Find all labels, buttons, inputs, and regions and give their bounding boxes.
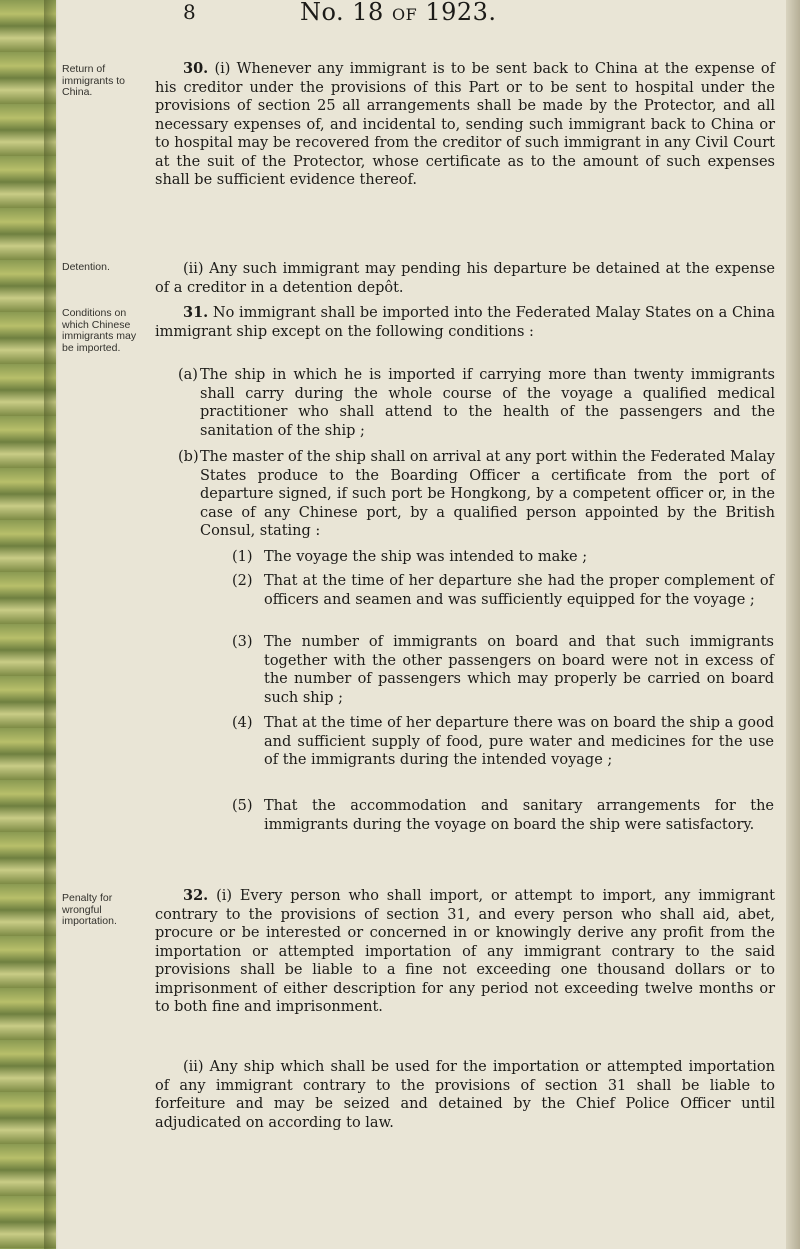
condition-4-text: That at the time of her departure there was on board the ship a good and sufficient supply of food, pure water and medicines for the use of the immigrants during the intended voyage ;	[264, 715, 774, 768]
margin-note-conditions: Conditions on which Chinese immigrants may be imported.	[62, 307, 137, 354]
condition-5-text: That the accommodation and sanitary arrangements for the immigrants during the voyage on board the ship were satisfactory.	[264, 798, 774, 833]
section-31-a-label: (a)	[178, 367, 198, 383]
section-31-a-text: The ship in which he is imported if carrying more than twenty immigrants shall carry during the whole course of the voyage a qualified medical practitioner who shall attend to the health of the passengers and the sanitation of the ship ;	[200, 367, 775, 439]
section-31-intro	[155, 304, 775, 341]
condition-4	[232, 714, 774, 770]
condition-4-label: (4)	[232, 715, 253, 731]
section-32-i-text: (i) Every person who shall import, or attempt to import, any immigrant contrary to the provisions of section 31, and every person who shall aid, abet, procure or be interested or concerned in or knowingly derive any profit from the importation or attempted importation of any immigrant contrary to the said provisions shall be liable to a fine not exceeding one thousand dollars or to imprisonment of either description for any period not exceeding twelve months or to both fine and imprisonment.	[155, 888, 776, 1015]
margin-note-penalty: Penalty for wrongful importation.	[62, 892, 117, 927]
condition-5-label: (5)	[232, 798, 253, 814]
title-year: 1923.	[417, 0, 497, 26]
condition-1-text: The voyage the ship was intended to make ;	[264, 549, 588, 565]
page-title	[300, 0, 497, 26]
margin-note-detention: Detention.	[62, 261, 110, 273]
condition-3-label: (3)	[232, 634, 253, 650]
section-31-intro-text: No immigrant shall be imported into the Federated Malay States on a China immigrant ship except on the following conditions :	[155, 305, 775, 340]
condition-1-label: (1)	[232, 549, 253, 565]
condition-2-label: (2)	[232, 573, 253, 589]
section-30-i-text: (i) Whenever any immigrant is to be sent back to China at the expense of his creditor under the provisions of this Part or to be sent to hospital under the provisions of section 25 all arrangements shall be made by the Protector, and all necessary expenses of, and incidental to, sending such immigrant back to China or to hospital may be recovered from the creditor of such immigrant in any Civil Court at the suit of the Protector, whose certificate as to the amount of such expenses shall be sufficient evidence thereof.	[155, 61, 776, 188]
condition-1	[232, 548, 774, 567]
section-32-ii: (ii) Any ship which shall be used for the importation or attempted importation of any immigrant contrary to the provisions of section 31 shall be liable to forfeiture and may be seized and detained by the Chief Police Officer until adjudicated on according to law.	[155, 1059, 775, 1131]
section-31-b-label: (b)	[178, 449, 199, 465]
section-30-ii: (ii) Any such immigrant may pending his departure be detained at the expense of a creditor in a detention depôt.	[155, 261, 775, 296]
margin-note-return: Return of immigrants to China.	[62, 63, 126, 98]
condition-3-text: The number of immigrants on board and that such immigrants together with the other passengers on board were not in excess of the number of passengers which may properly be carried on board such ship ;	[264, 634, 774, 706]
section-32-i	[155, 887, 775, 1017]
section-32-number: 32.	[183, 887, 209, 904]
title-rest: . 18	[336, 0, 392, 26]
condition-2-text: That at the time of her departure she had the proper complement of officers and seamen and was sufficiently equipped for the voyage ;	[264, 573, 774, 608]
section-30-number: 30.	[183, 60, 209, 77]
section-31-b-text: The master of the ship shall on arrival at any port within the Federated Malay States produce to the Boarding Officer a certificate from the port of departure signed, if such port be Hongkong, by a competent officer or, in the case of any Chinese port, by a qualified person appointed by the British Consul, stating :	[200, 449, 775, 539]
section-31-number: 31.	[183, 304, 209, 321]
condition-5	[232, 797, 774, 834]
section-30-i	[155, 60, 775, 190]
section-31-b	[178, 448, 775, 541]
section-31-a	[178, 366, 775, 440]
page-binding-edge	[0, 0, 56, 1249]
condition-2	[232, 572, 774, 609]
page-number: 8	[183, 0, 196, 24]
page-right-edge	[786, 0, 800, 1249]
condition-3	[232, 633, 774, 707]
title-of: OF	[391, 5, 418, 24]
title-no: No	[300, 0, 337, 26]
